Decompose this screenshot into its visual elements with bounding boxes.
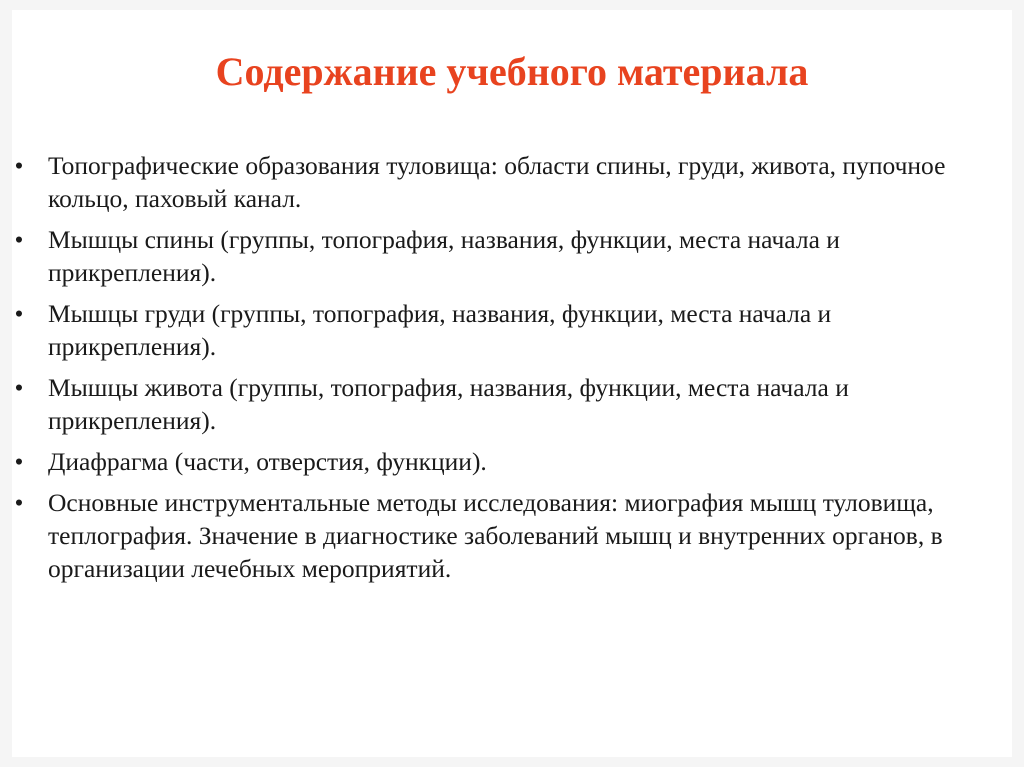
bullet-icon: • <box>14 488 24 517</box>
bullet-icon: • <box>14 151 24 180</box>
bullet-icon: • <box>14 225 24 254</box>
bullet-text: Топографические образования туловища: области спины, груди, живота, пупочное кольцо, паховый канал. <box>48 151 946 213</box>
bullet-item <box>12 486 972 585</box>
bullet-item <box>12 371 972 437</box>
bullet-text: Основные инструментальные методы исследования: миография мышц туловища, теплография. Значение в диагностике заболеваний мышц и внутренних органов, в организации лечебных мероприятий. <box>48 488 943 583</box>
bullet-icon: • <box>14 447 24 476</box>
bullet-text: Мышцы живота (группы, топография, названия, функции, места начала и прикрепления). <box>48 373 849 435</box>
bullet-item <box>12 149 972 215</box>
bullet-item <box>12 445 972 478</box>
bullet-list <box>12 149 972 593</box>
bullet-text: Мышцы груди (группы, топография, названия, функции, места начала и прикрепления). <box>48 299 832 361</box>
bullet-text: Мышцы спины (группы, топография, названия, функции, места начала и прикрепления). <box>48 225 840 287</box>
bullet-text: Диафрагма (части, отверстия, функции). <box>48 447 487 476</box>
slide-title: Содержание учебного материала <box>215 49 809 94</box>
bullet-icon: • <box>14 299 24 328</box>
slide <box>12 10 1012 757</box>
bullet-item <box>12 297 972 363</box>
bullet-icon: • <box>14 373 24 402</box>
bullet-item <box>12 223 972 289</box>
